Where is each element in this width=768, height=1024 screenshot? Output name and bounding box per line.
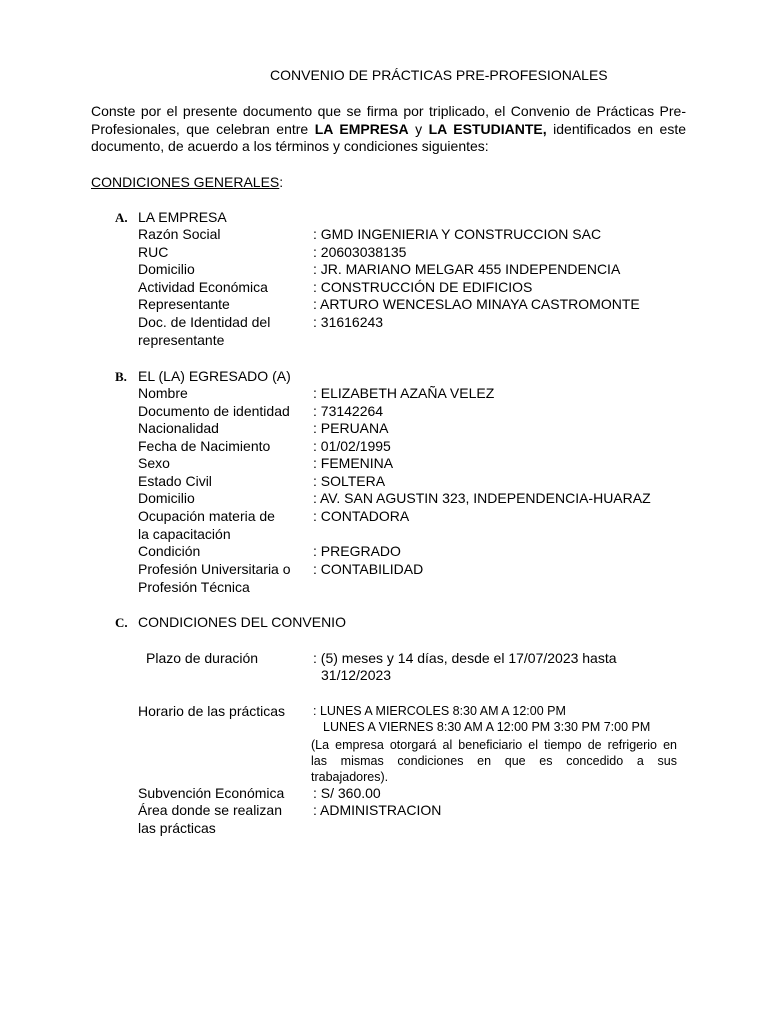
heading-colon: : <box>279 174 284 190</box>
duration-label: Plazo de duración <box>146 650 259 666</box>
row-value: : AV. SAN AGUSTIN 323, INDEPENDENCIA-HUARAZ <box>313 490 651 506</box>
note-line-2: las mismas condiciones en que es concedido a sus <box>311 754 677 768</box>
row-value: : GMD INGENIERIA Y CONSTRUCCION SAC <box>313 226 602 242</box>
row-label: Sexo <box>138 455 170 471</box>
row-label: RUC <box>138 243 169 260</box>
note-line-3: trabajadores). <box>311 770 389 784</box>
row-value: : CONTABILIDAD <box>313 561 424 577</box>
row-label: Domicilio <box>138 261 195 277</box>
duration-value-line-2: 31/12/2023 <box>321 667 392 683</box>
row-value: : JR. MARIANO MELGAR 455 INDEPENDENCIA <box>313 261 621 277</box>
section-b-letter: B. <box>115 369 127 384</box>
row-value: : PERUANA <box>313 420 389 436</box>
section-c-letter: C. <box>115 615 128 630</box>
party-student: LA ESTUDIANTE, <box>428 120 547 137</box>
row-label: Condición <box>138 543 201 559</box>
row-value: : CONSTRUCCIÓN DE EDIFICIOS <box>313 278 533 295</box>
intro-text: identificados en este <box>546 120 687 137</box>
row-label: Estado Civil <box>138 472 212 489</box>
row-label: Profesión Universitaria o Profesión Técnica <box>138 561 291 595</box>
intro-line-2 <box>91 121 686 139</box>
area-label: Área donde se realizan las prácticas <box>138 802 282 836</box>
subsidy-value: : S/ 360.00 <box>313 785 381 801</box>
row-label: Doc. de Identidad del representante <box>138 314 271 348</box>
duration-value-line-1: : (5) meses y 14 días, desde el 17/07/2023 hasta <box>313 650 617 666</box>
row-value: : ARTURO WENCESLAO MINAYA CASTROMONTE <box>313 296 640 312</box>
row-label: Razón Social <box>138 226 221 242</box>
party-company: LA EMPRESA <box>314 120 409 137</box>
row-value: : ELIZABETH AZAÑA VELEZ <box>313 385 495 401</box>
section-b-title: EL (LA) EGRESADO (A) <box>138 368 291 384</box>
intro-line-1: Conste por el presente documento que se firma por triplicado, el Convenio de Prácticas Pre- <box>91 103 686 119</box>
row-value: : 20603038135 <box>313 243 407 260</box>
note-line-1: (La empresa otorgará al beneficiario el tiempo de refrigerio en <box>311 738 677 752</box>
row-value: : 31616243 <box>313 314 384 330</box>
row-label: Actividad Económica <box>138 278 268 295</box>
row-label: Documento de identidad <box>138 402 290 419</box>
subsidy-label: Subvención Económica <box>138 785 285 801</box>
row-value: : SOLTERA <box>313 472 386 489</box>
schedule-line-1: : LUNES A MIERCOLES 8:30 AM A 12:00 PM <box>313 704 566 718</box>
schedule-line-2: LUNES A VIERNES 8:30 AM A 12:00 PM 3:30 PM 7:00 PM <box>323 720 651 734</box>
document-title: CONVENIO DE PRÁCTICAS PRE-PROFESIONALES <box>270 67 608 83</box>
row-label: Nombre <box>138 385 188 401</box>
row-value: : PREGRADO <box>313 543 401 559</box>
intro-line-3: documento, de acuerdo a los términos y condiciones siguientes: <box>91 138 489 154</box>
row-label: Ocupación materia de la capacitación <box>138 508 275 542</box>
row-label: Representante <box>138 296 230 312</box>
general-conditions-heading <box>91 174 283 190</box>
row-label: Nacionalidad <box>138 420 219 436</box>
section-c-title: CONDICIONES DEL CONVENIO <box>138 614 346 630</box>
section-a-letter: A. <box>115 210 128 225</box>
row-value: : FEMENINA <box>313 455 394 471</box>
schedule-label: Horario de las prácticas <box>138 703 286 719</box>
general-conditions-text: CONDICIONES GENERALES <box>91 174 280 190</box>
area-value: : ADMINISTRACION <box>313 802 442 818</box>
row-label: Fecha de Nacimiento <box>138 437 271 454</box>
row-value: : CONTADORA <box>313 508 410 524</box>
row-value: : 73142264 <box>313 402 384 419</box>
row-label: Domicilio <box>138 490 195 506</box>
intro-paragraph <box>91 103 686 156</box>
intro-text: y <box>408 120 429 137</box>
schedule-note <box>311 737 677 785</box>
section-a-title: LA EMPRESA <box>138 209 227 225</box>
intro-text: Profesionales, que celebran entre <box>91 120 315 137</box>
row-value: : 01/02/1995 <box>313 437 391 454</box>
